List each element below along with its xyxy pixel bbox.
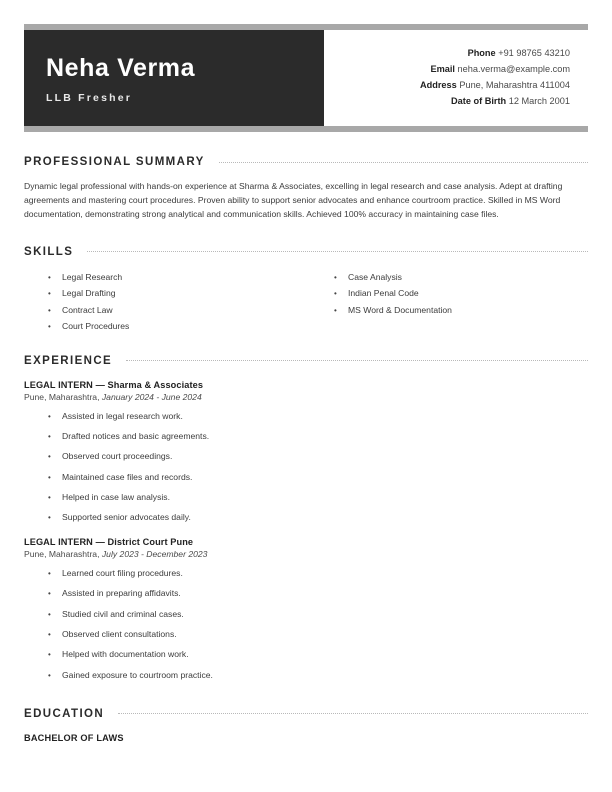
contact-phone-value: +91 98765 43210 xyxy=(498,48,570,59)
skills-heading-rule xyxy=(87,251,588,253)
list-item xyxy=(48,411,588,423)
summary-heading-row xyxy=(24,156,588,168)
section-professional-summary xyxy=(24,156,588,222)
bullet-icon: • xyxy=(48,629,51,639)
contact-phone xyxy=(468,46,570,62)
job-bullet-text: Drafted notices and basic agreements. xyxy=(62,431,210,442)
section-education xyxy=(24,708,588,743)
education-heading-row xyxy=(24,708,588,720)
skill-label: Contract Law xyxy=(62,304,113,315)
experience-entry xyxy=(24,380,588,524)
job-location: Pune, Maharashtra, xyxy=(24,391,100,402)
bullet-icon: • xyxy=(48,272,51,282)
bullet-icon: • xyxy=(48,670,51,680)
list-item xyxy=(48,512,588,524)
list-item xyxy=(48,269,306,286)
list-item xyxy=(334,269,588,286)
job-bullet-text: Assisted in preparing affidavits. xyxy=(62,588,181,599)
skill-label: MS Word & Documentation xyxy=(348,304,452,315)
section-skills xyxy=(24,246,588,335)
list-item xyxy=(48,588,588,600)
job-title: LEGAL INTERN — District Court Pune xyxy=(24,537,194,548)
job-bullet-text: Observed client consultations. xyxy=(62,628,177,639)
section-experience xyxy=(24,355,588,682)
list-item xyxy=(334,285,588,302)
job-bullet-text: Assisted in legal research work. xyxy=(62,410,183,421)
job-bullet-text: Gained exposure to courtroom practice. xyxy=(62,669,213,680)
bullet-icon: • xyxy=(334,305,337,315)
spacer-summary-skills xyxy=(24,224,588,246)
list-item xyxy=(48,609,588,621)
bullet-icon: • xyxy=(48,569,51,579)
skill-label: Case Analysis xyxy=(348,271,402,282)
education-entry xyxy=(24,733,588,743)
list-item xyxy=(48,318,306,335)
contact-phone-label: Phone xyxy=(467,48,496,59)
bullet-icon: • xyxy=(48,452,51,462)
bullet-icon: • xyxy=(48,589,51,599)
skill-label: Court Procedures xyxy=(62,321,130,332)
contact-details xyxy=(324,30,588,126)
header-bottom-bar xyxy=(24,126,588,132)
contact-dob-label: Date of Birth xyxy=(451,95,507,106)
list-item xyxy=(48,302,306,319)
spacer-experience-education xyxy=(24,690,588,708)
summary-paragraph: Dynamic legal professional with hands-on experience at Sharma & Associates, excelling in legal research and case analysis. Adept at drafting agreements and mastering court procedures. Proven ability to support senior advocates and enhance courtroom practice. Skilled in MS Word documentation, demonstrating strong analytical and communication skills. Achieved 100% accuracy in maintaining case files. xyxy=(24,181,563,219)
job-bullet-list xyxy=(24,411,588,524)
bullet-icon: • xyxy=(48,411,51,421)
spacer-skills-experience xyxy=(24,337,588,355)
skills-columns xyxy=(24,269,588,335)
list-item xyxy=(48,451,588,463)
skill-label: Indian Penal Code xyxy=(348,288,419,299)
contact-address-label: Address xyxy=(420,80,457,90)
list-item xyxy=(334,302,588,319)
summary-heading-rule xyxy=(219,162,588,164)
bullet-icon: • xyxy=(48,492,51,502)
header-body xyxy=(24,30,588,126)
job-meta xyxy=(24,549,588,559)
list-item xyxy=(48,629,588,641)
candidate-name: Neha Verma xyxy=(46,54,196,83)
skills-heading-row xyxy=(24,246,588,258)
bullet-icon: • xyxy=(48,322,51,332)
bullet-icon: • xyxy=(48,609,51,619)
bullet-icon: • xyxy=(48,650,51,660)
job-bullet-text: Studied civil and criminal cases. xyxy=(62,608,184,619)
job-bullet-text: Observed court proceedings. xyxy=(62,451,173,462)
experience-heading: EXPERIENCE xyxy=(24,354,113,367)
job-bullet-text: Helped with documentation work. xyxy=(62,649,189,660)
list-item xyxy=(48,285,306,302)
contact-email-label: Email xyxy=(430,64,455,75)
bullet-icon: • xyxy=(334,289,337,299)
job-dates: July 2023 - December 2023 xyxy=(101,549,208,560)
skill-label: Legal Research xyxy=(62,271,123,282)
education-heading-rule xyxy=(118,713,588,715)
job-bullet-text: Maintained case files and records. xyxy=(62,471,193,482)
list-item xyxy=(48,670,588,682)
contact-email xyxy=(430,62,570,78)
job-bullet-list xyxy=(24,568,588,681)
list-item xyxy=(48,431,588,443)
job-dates: January 2024 - June 2024 xyxy=(101,391,202,402)
skills-column-right xyxy=(306,269,588,335)
contact-dob-value: 12 March 2001 xyxy=(508,95,570,106)
list-item xyxy=(48,568,588,580)
job-title: LEGAL INTERN — Sharma & Associates xyxy=(24,379,204,390)
education-degree: BACHELOR OF LAWS xyxy=(24,732,124,743)
bullet-icon: • xyxy=(48,289,51,299)
skills-heading: SKILLS xyxy=(24,245,74,258)
resume-content xyxy=(24,156,588,745)
resume-header xyxy=(24,24,588,132)
bullet-icon: • xyxy=(48,305,51,315)
bullet-icon: • xyxy=(48,432,51,442)
job-location: Pune, Maharashtra, xyxy=(24,549,100,560)
job-meta xyxy=(24,392,588,402)
summary-heading: PROFESSIONAL SUMMARY xyxy=(24,156,205,168)
contact-address-value: Pune, Maharashtra 411004 xyxy=(459,80,570,90)
job-bullet-text: Supported senior advocates daily. xyxy=(62,512,191,523)
bullet-icon: • xyxy=(48,513,51,523)
contact-address xyxy=(420,78,570,94)
education-heading: EDUCATION xyxy=(24,707,105,720)
candidate-role: LLB Fresher xyxy=(46,91,133,104)
list-item xyxy=(48,492,588,504)
contact-dob xyxy=(451,94,570,110)
skills-column-left xyxy=(24,269,306,335)
experience-heading-rule xyxy=(126,360,588,362)
experience-entry xyxy=(24,537,588,681)
job-bullet-text: Helped in case law analysis. xyxy=(62,491,170,502)
bullet-icon: • xyxy=(334,272,337,282)
header-identity-block xyxy=(24,30,324,126)
experience-heading-row xyxy=(24,355,588,367)
contact-email-value: neha.verma@example.com xyxy=(457,64,570,75)
list-item xyxy=(48,472,588,484)
job-bullet-text: Learned court filing procedures. xyxy=(62,568,183,579)
list-item xyxy=(48,649,588,661)
bullet-icon: • xyxy=(48,472,51,482)
skill-label: Legal Drafting xyxy=(62,288,116,299)
